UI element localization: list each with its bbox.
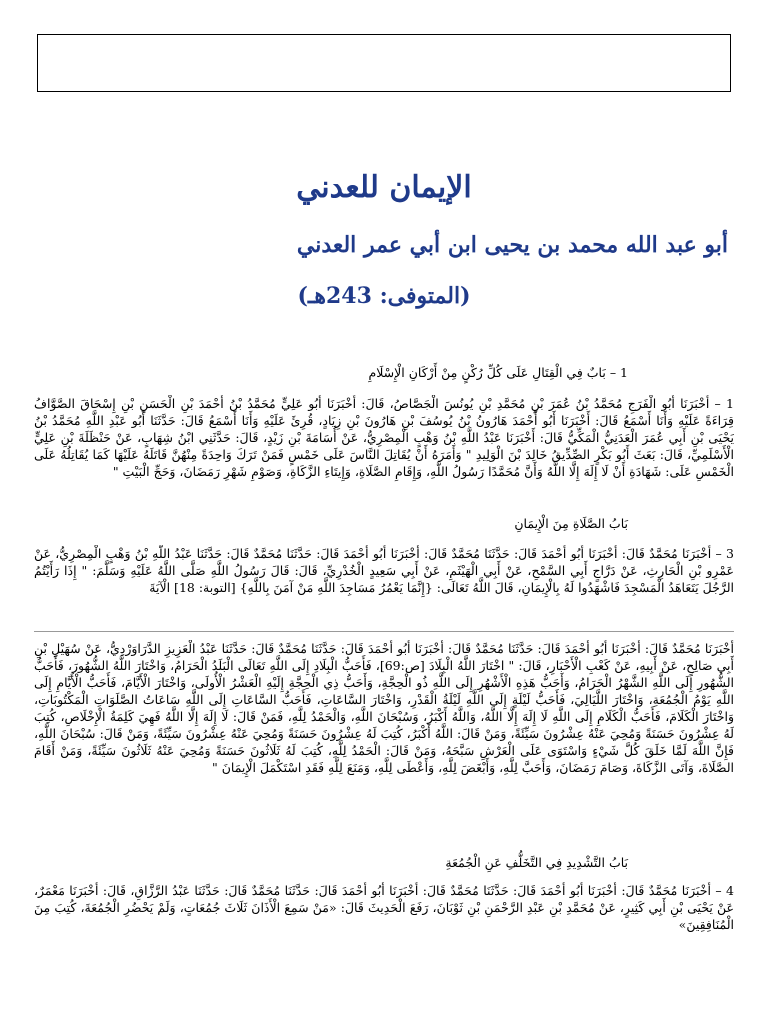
hadith-paragraph-4: 4 – أَخْبَرَنَا مُحَمَّدٌ قَالَ: أَخْبَرَنَا أَبُو أَحْمَدَ قَالَ: حَدَّثَنَا مُحَمَّدٌ قَالَ: أَخْبَرَنَا أَبُو أَحْمَدَ قَالَ: حَدَّثَنَا مُحَمَّدٌ قَالَ: حَدَّثَنَا عَبْدُ الرَّزَّاقِ، قَالَ: أَخْبَرَنَا مَعْمَرٌ، عَنْ يَحْيَى بْنِ أَبِي كَثِيرٍ، عَنْ مُحَمَّدِ بْنِ عَبْدِ الرَّحْمَنِ بْنِ ثَوْبَانَ، رَفَعَ الْحَدِيثَ قَالَ: «مَنْ سَمِعَ الْأَذَانَ ثَلَاثَ جُمُعَاتٍ، وَلَمْ يَحْضُرِ الْجُمُعَةَ، كُتِبَ مِنَ الْمُنَافِقِينَ» bbox=[34, 883, 734, 932]
author-death-date: (المتوفى: 243هـ) bbox=[297, 283, 471, 309]
book-title: الإيمان للعدني bbox=[296, 170, 472, 205]
chapter-heading-1: 1 – بَابٌ فِي الْقِتَالِ عَلَى كُلِّ رُكْنٍ مِنْ أَرْكَانِ الْإِسْلَامِ bbox=[368, 365, 628, 380]
hadith-paragraph-unnumbered: أَخْبَرَنَا مُحَمَّدٌ قَالَ: أَخْبَرَنَا أَبُو أَحْمَدَ قَالَ: حَدَّثَنَا مُحَمَّدٌ قَالَ: أَخْبَرَنَا أَبُو أَحْمَدَ قَالَ: حَدَّثَنَا مُحَمَّدٌ قَالَ: حَدَّثَنَا عَبْدُ الْعَزِيزِ الدَّرَاوَرْدِيُّ، عَنْ سُهَيْلِ بْنِ أَبِي صَالِحٍ، عَنْ أَبِيهِ، عَنْ كَعْبِ الْأَحْبَارِ، قَالَ: " اخْتَارَ اللَّهُ الْبِلَادَ [ص:69]، فَأَحَبُّ الْبِلَادِ إِلَى اللَّهِ تَعَالَى الْبَلَدُ الْحَرَامُ، وَاخْتَارَ اللَّهُ الشُّهُورَ، فَأَحَبُّ الشُّهُورِ إِلَى اللَّهِ الشَّهْرُ الْحَرَامُ، وَأَحَبُّ هَذِهِ الْأَشْهُرِ إِلَى اللَّهِ ذُو الْحِجَّةِ، وَأَحَبُّ ذِي الْحِجَّةِ إِلَيْهِ الْعَشْرُ الْأُولَى، وَاخْتَارَ الْأَيَّامَ، فَأَحَبُّ الْأَيَّامِ إِلَى اللَّهِ يَوْمُ الْجُمُعَةِ، وَاخْتَارَ اللَّيَالِيَ، فَأَحَبُّ لَيْلَةٍ إِلَى اللَّهِ لَيْلَةُ الْقَدْرِ، وَاخْتَارَ السَّاعَاتِ، فَأَحَبُّ السَّاعَاتِ إِلَى اللَّهِ سَاعَاتُ الصَّلَوَاتِ الْمَكْتُوبَاتِ، وَاخْتَارَ الْكَلَامَ، فَأَحَبُّ الْكَلَامِ إِلَى اللَّهِ لَا إِلَهَ إِلَّا اللَّهُ، وَاللَّهُ أَكْبَرُ، وَسُبْحَانَ اللَّهِ، وَالْحَمْدُ لِلَّهِ، فَمَنْ قَالَ: لَا إِلَهَ إِلَّا اللَّهُ فَهِيَ كَلِمَةُ الْإِخْلَاصِ، كُتِبَ لَهُ عِشْرُونَ حَسَنَةً وَمُحِيَ عَنْهُ عِشْرُونَ سَيِّئَةً، وَمَنْ قَالَ: اللَّهُ أَكْبَرُ، كُتِبَ لَهُ عِشْرُونَ حَسَنَةً وَمُحِيَ عَنْهُ عِشْرُونَ سَيِّئَةً، وَمَنْ قَالَ: سُبْحَانَ اللَّهِ، فَإِنَّ اللَّهَ لَمَّا خَلَقَ كُلَّ شَيْءٍ وَاسْتَوَى عَلَى الْعَرْشِ سَبَّحَهُ، وَمَنْ قَالَ: الْحَمْدُ لِلَّهِ، كُتِبَ لَهُ ثَلَاثُونَ حَسَنَةً وَمُحِيَ عَنْهُ ثَلَاثُونَ سَيِّئَةً، وَمَنْ أَقَامَ الصَّلَاةَ، وَآتَى الزَّكَاةَ، وَصَامَ رَمَضَانَ، وَأَحَبَّ لِلَّهِ، وَأَبْغَضَ لِلَّهِ، وَأَعْطَى لِلَّهِ، وَمَنَعَ لِلَّهِ فَقَدِ اسْتَكْمَلَ الْإِيمَانَ " bbox=[34, 641, 734, 775]
book-author: أبو عبد الله محمد بن يحيى ابن أبي عمر العدني bbox=[296, 232, 728, 258]
hadith-paragraph-3: 3 – أَخْبَرَنَا مُحَمَّدٌ قَالَ: أَخْبَرَنَا أَبُو أَحْمَدَ قَالَ: حَدَّثَنَا مُحَمَّدٌ قَالَ: أَخْبَرَنَا أَبُو أَحْمَدَ قَالَ: حَدَّثَنَا مُحَمَّدٌ قَالَ: حَدَّثَنَا عَبْدُ اللَّهِ بْنُ وَهْبٍ الْمِصْرِيُّ، عَنْ عَمْرِو بْنِ الْحَارِثِ، عَنْ دَرَّاجٍ أَبِي السَّمْحِ، عَنْ أَبِي الْهَيْثَمِ، عَنْ أَبِي سَعِيدٍ الْخُدْرِيِّ، قَالَ: قَالَ رَسُولُ اللَّهِ صَلَّى اللَّهُ عَلَيْهِ وَسَلَّمَ: " إِذَا رَأَيْتُمُ الرَّجُلَ يَتَعَاهَدُ الْمَسْجِدَ فَاشْهَدُوا لَهُ بِالْإِيمَانِ، قَالَ اللَّهُ تَعَالَى: {إِنَّمَا يَعْمُرُ مَسَاجِدَ اللَّهِ مَنْ آمَنَ بِاللَّهِ} [التوبة: 18] الْآيَةَ bbox=[34, 546, 734, 595]
chapter-heading-2: بَابُ الصَّلَاةِ مِنَ الْإِيمَانِ bbox=[514, 516, 628, 531]
header-box bbox=[37, 34, 731, 92]
hadith-paragraph-1: 1 – أَخْبَرَنَا أَبُو الْفَرَجِ مُحَمَّدُ بْنُ عُمَرَ بْنِ مُحَمَّدِ بْنِ يُونُسَ الْجَصَّاصُ، قَالَ: أَخْبَرَنَا أَبُو عَلِيٍّ مُحَمَّدُ بْنُ أَحْمَدَ بْنِ الْحَسَنِ بْنِ إِسْحَاقَ الصَّوَّافُ قِرَاءَةً عَلَيْهِ وَأَنَا أَسْمَعُ قَالَ: أَخْبَرَنَا أَبُو أَحْمَدَ هَارُونُ بْنُ يُوسُفَ بْنِ هَارُونَ بْنِ زِيَادٍ، قُرِئَ عَلَيْهِ وَأَنَا أَسْمَعُ قَالَ: حَدَّثَنَا أَبُو عَبْدِ اللَّهِ مُحَمَّدُ بْنُ يَحْيَى بْنِ أَبِي عُمَرَ الْعَدَنِيُّ الْمَكِّيُّ قَالَ: أَخْبَرَنَا عَبْدُ اللَّهِ بْنُ وَهْبٍ الْمِصْرِيُّ، عَنْ أُسَامَةَ بْنِ زَيْدٍ، قَالَ: حَدَّثَنِي ابْنُ شِهَابٍ، عَنْ حَنْظَلَةَ بْنِ عَلِيٍّ الْأَسْلَمِيِّ، قَالَ: بَعَثَ أَبُو بَكْرٍ الصِّدِّيقُ خَالِدَ بْنَ الْوَلِيدِ " وَأَمَرَهُ أَنْ يُقَاتِلَ النَّاسَ عَلَى خَمْسٍ فَمَنْ تَرَكَ وَاحِدَةً مِنْهُنَّ قَاتَلَهُ عَلَيْهَا كَمَا يُقَاتِلُهُ عَلَى الْخَمْسِ عَلَى: شَهَادَةِ أَنْ لَا إِلَهَ إِلَّا اللَّهُ وَأَنَّ مُحَمَّدًا رَسُولُ اللَّهِ، وَإِقَامِ الصَّلَاةِ، وَإِيتَاءِ الزَّكَاةِ، وَصَوْمِ شَهْرِ رَمَضَانَ، وَحَجِّ الْبَيْتِ " bbox=[34, 396, 734, 479]
chapter-heading-3: بَابُ التَّشْدِيدِ فِي التَّخَلُّفِ عَنِ الْجُمُعَةِ bbox=[445, 855, 628, 870]
paragraph-divider bbox=[34, 631, 734, 632]
